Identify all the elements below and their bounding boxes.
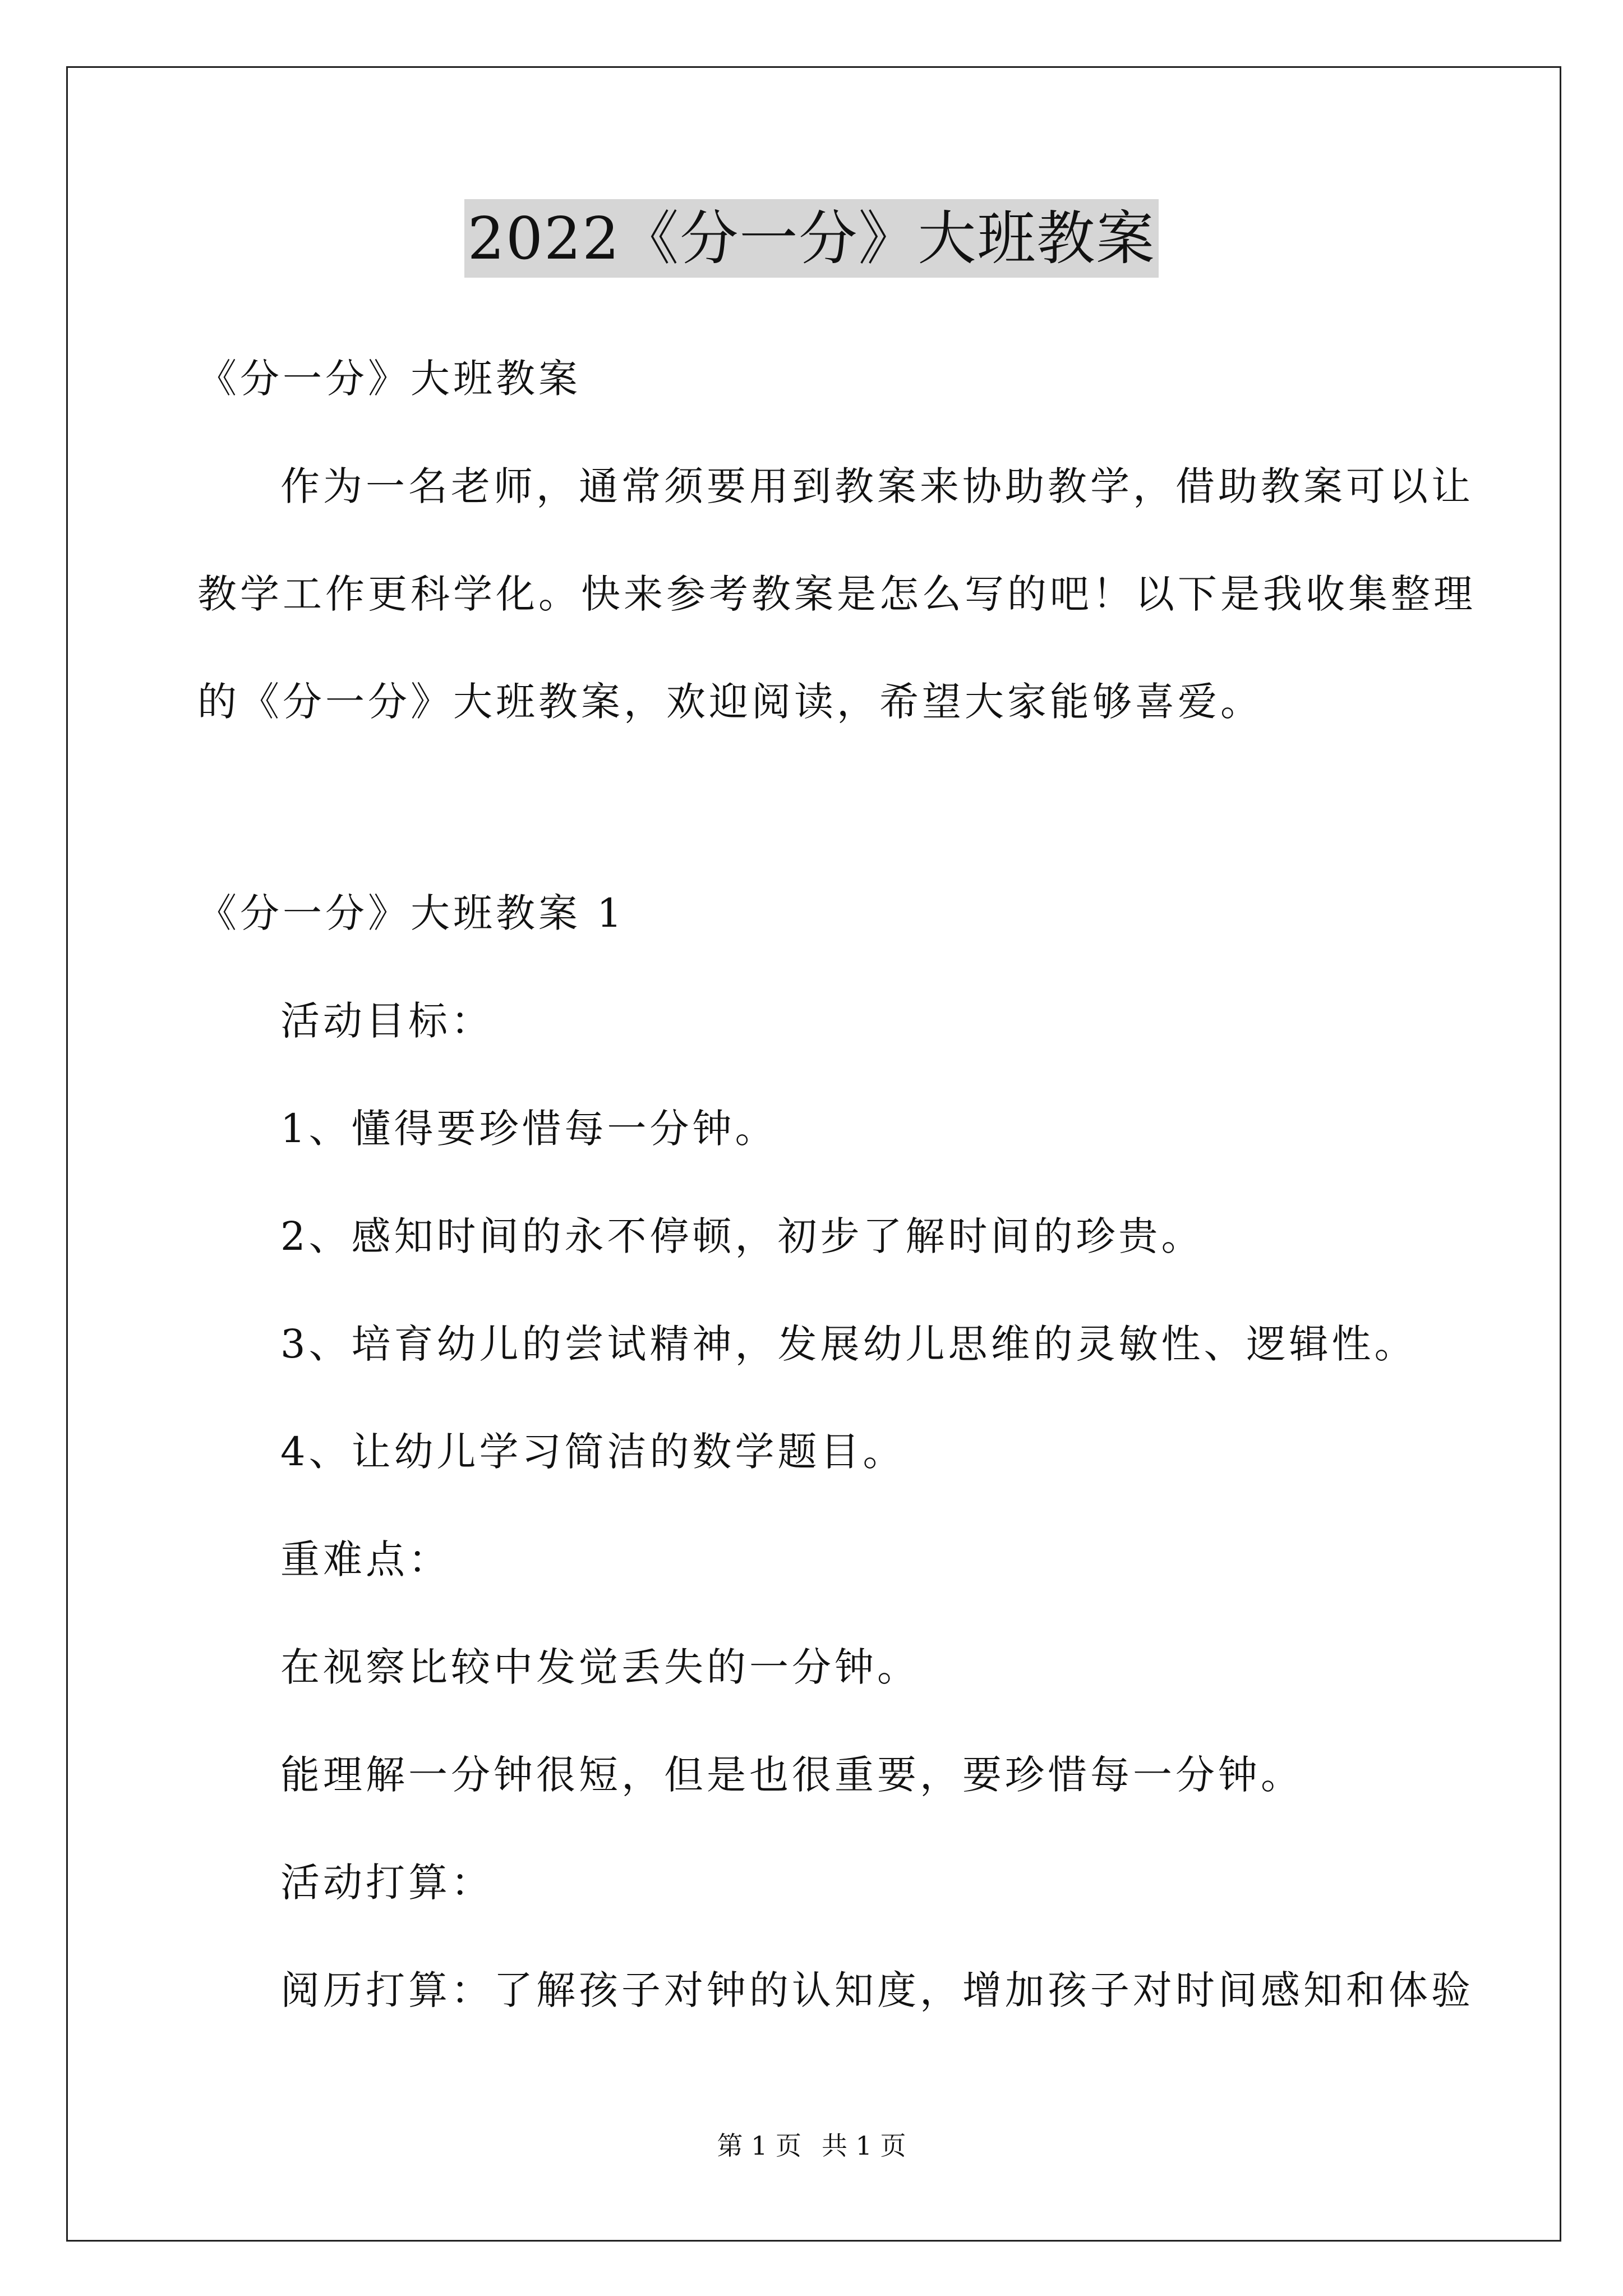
section-heading: 《分一分》大班教案 1 — [197, 890, 625, 936]
paragraph-line: 阅历打算：了解孩子对钟的认知度，增加孩子对时间感知和体验 — [280, 1967, 1474, 2013]
paragraph-line: 能理解一分钟很短，但是也很重要，要珍惜每一分钟。 — [280, 1752, 1303, 1798]
list-item: 3、培育幼儿的尝试精神，发展幼儿思维的灵敏性、逻辑性。 — [280, 1321, 1417, 1367]
paragraph-line: 教学工作更科学化。快来参考教案是怎么写的吧！以下是我收集整理 — [197, 571, 1476, 617]
paragraph-line: 活动打算： — [280, 1860, 494, 1906]
paragraph-line: 的《分一分》大班教案，欢迎阅读，希望大家能够喜爱。 — [197, 679, 1263, 725]
document-title: 2022《分一分》大班教案 — [464, 199, 1159, 278]
page-total: 共 1 页 — [822, 2131, 906, 2161]
page-footer — [0, 2129, 1623, 2162]
page-number: 第 1 页 — [717, 2131, 801, 2161]
list-item: 1、懂得要珍惜每一分钟。 — [280, 1106, 778, 1152]
paragraph-line: 作为一名老师，通常须要用到教案来协助教学，借助教案可以让 — [280, 463, 1474, 509]
subtitle-line: 《分一分》大班教案 — [197, 356, 581, 402]
title-container — [0, 199, 1623, 278]
paragraph-line: 在视察比较中发觉丢失的一分钟。 — [280, 1644, 920, 1690]
paragraph-line: 重难点： — [280, 1536, 451, 1582]
paragraph-line: 活动目标： — [280, 998, 494, 1044]
list-item: 2、感知时间的永不停顿，初步了解时间的珍贵。 — [280, 1213, 1204, 1259]
list-item: 4、让幼儿学习简洁的数学题目。 — [280, 1429, 906, 1475]
